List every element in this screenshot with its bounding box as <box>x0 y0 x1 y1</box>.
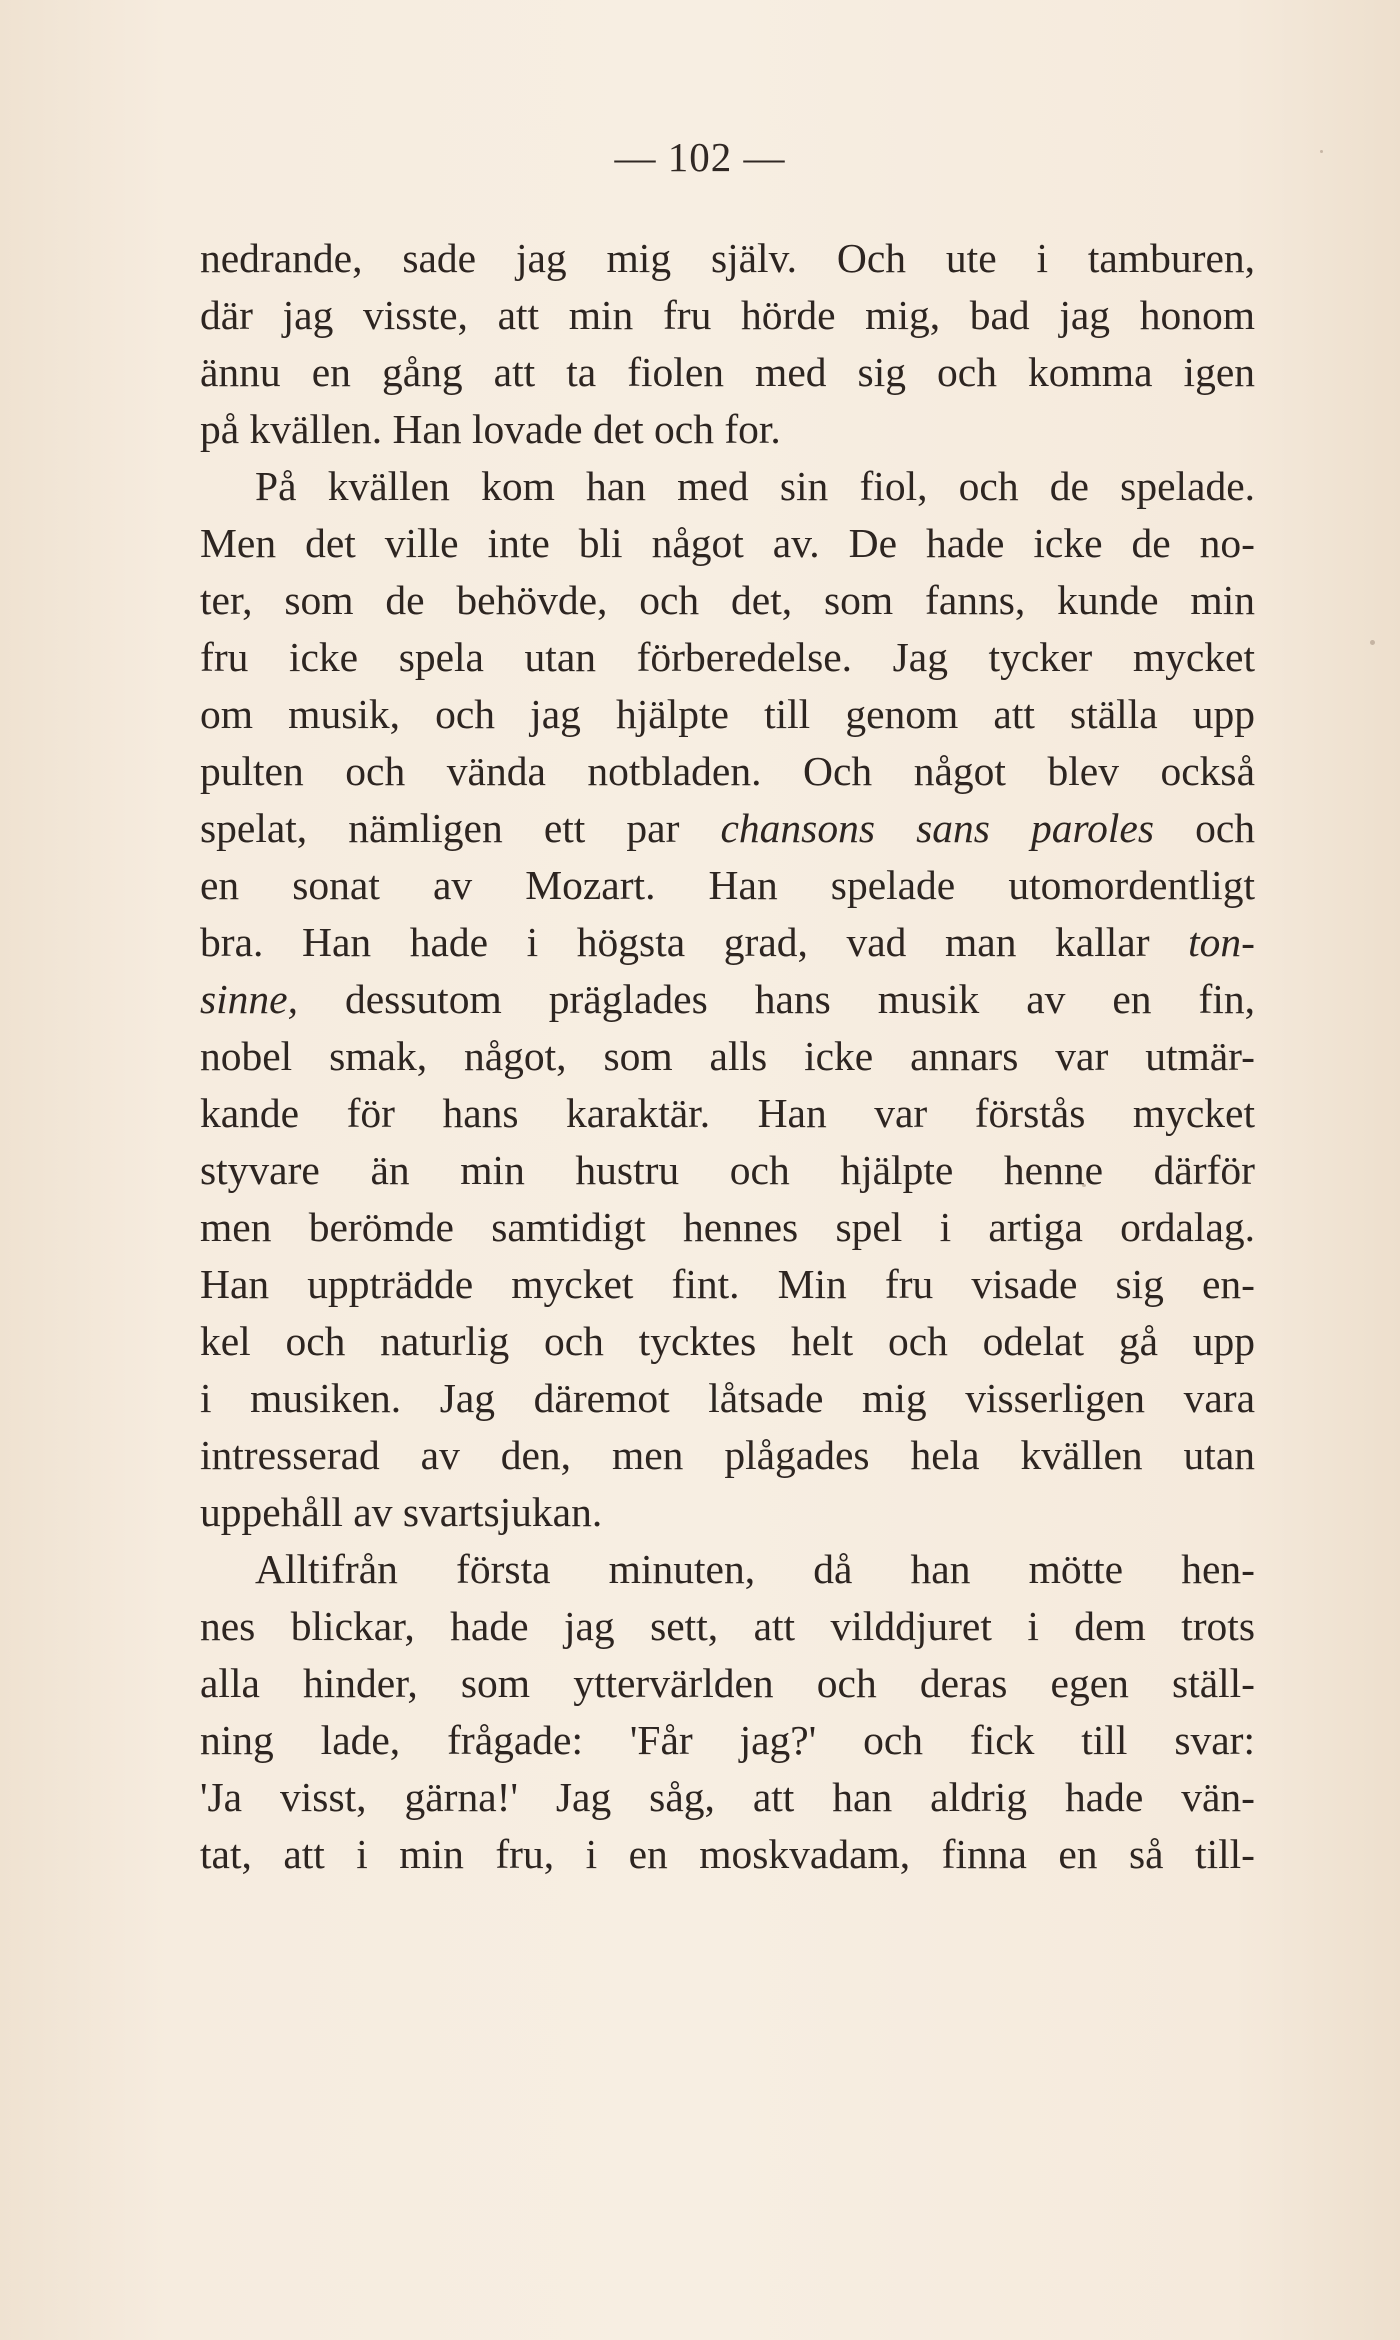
text-segment: nes blickar, hade jag sett, att vilddjuret i dem trots <box>200 1603 1255 1649</box>
text-line <box>200 1484 1255 1541</box>
text-segment: bra. Han hade i högsta grad, vad man kallar <box>200 919 1189 965</box>
text-line <box>200 1370 1255 1427</box>
page-number: — 102 — <box>614 134 786 180</box>
text-line <box>200 401 1255 458</box>
text-segment: På kvällen kom han med sin fiol, och de spelade. <box>255 463 1255 509</box>
text-line <box>200 743 1255 800</box>
text-line <box>200 1427 1255 1484</box>
text-line <box>200 1826 1255 1883</box>
text-line <box>200 344 1255 401</box>
text-segment: nobel smak, något, som alls icke annars var utmär- <box>200 1033 1255 1079</box>
text-segment: om musik, och jag hjälpte till genom att ställa upp <box>200 691 1255 737</box>
text-segment: intresserad av den, men plågades hela kvällen utan <box>200 1432 1255 1478</box>
text-line <box>200 800 1255 857</box>
text-segment: och <box>1153 805 1255 851</box>
text-segment: ning lade, frågade: 'Får jag?' och fick till svar: <box>200 1717 1255 1763</box>
text-segment: ännu en gång att ta fiolen med sig och komma igen <box>200 349 1255 395</box>
text-segment: på kvällen. Han lovade det och for. <box>200 406 781 452</box>
text-line <box>200 1313 1255 1370</box>
text-line <box>200 914 1255 971</box>
text-line <box>200 515 1255 572</box>
text-segment: pulten och vända notbladen. Och något blev också <box>200 748 1255 794</box>
text-segment: 'Ja visst, gärna!' Jag såg, att han aldrig hade vän- <box>200 1774 1255 1820</box>
paper-speck <box>1082 1184 1086 1187</box>
text-line <box>200 572 1255 629</box>
text-segment: styvare än min hustru och hjälpte henne därför <box>200 1147 1255 1193</box>
text-segment: en sonat av Mozart. Han spelade utomordentligt <box>200 862 1255 908</box>
text-line <box>200 1598 1255 1655</box>
italic-text-segment: ton- <box>1188 919 1255 965</box>
text-segment: fru icke spela utan förberedelse. Jag tycker mycket <box>200 634 1255 680</box>
italic-text-segment: sinne, <box>200 976 298 1022</box>
text-segment: dessutom präglades hans musik av en fin, <box>297 976 1255 1022</box>
text-segment: Han uppträdde mycket fint. Min fru visade sig en- <box>200 1261 1255 1307</box>
text-segment: Men det ville inte bli något av. De hade icke de no- <box>200 520 1255 566</box>
body-text <box>200 230 1255 1883</box>
text-line <box>200 971 1255 1028</box>
paper-speck <box>1320 150 1323 153</box>
text-line <box>200 1541 1255 1598</box>
text-segment: ter, som de behövde, och det, som fanns, kunde min <box>200 577 1255 623</box>
text-line <box>200 1769 1255 1826</box>
text-line <box>200 686 1255 743</box>
text-line <box>200 1028 1255 1085</box>
text-segment: tat, att i min fru, i en moskvadam, finna en så till- <box>200 1831 1255 1877</box>
text-line <box>200 857 1255 914</box>
text-line <box>200 1142 1255 1199</box>
text-line <box>200 1712 1255 1769</box>
text-line <box>200 1256 1255 1313</box>
paper-speck <box>1370 640 1375 645</box>
text-segment: alla hinder, som yttervärlden och deras egen ställ- <box>200 1660 1255 1706</box>
text-line <box>200 230 1255 287</box>
text-segment: spelat, nämligen ett par <box>200 805 721 851</box>
text-line <box>200 458 1255 515</box>
text-segment: kel och naturlig och tycktes helt och odelat gå upp <box>200 1318 1255 1364</box>
text-segment: men berömde samtidigt hennes spel i artiga ordalag. <box>200 1204 1255 1250</box>
text-segment: där jag visste, att min fru hörde mig, bad jag honom <box>200 292 1255 338</box>
text-line <box>200 629 1255 686</box>
text-line <box>200 1655 1255 1712</box>
text-segment: kande för hans karaktär. Han var förstås mycket <box>200 1090 1255 1136</box>
text-line <box>200 287 1255 344</box>
italic-text-segment: chansons sans paroles <box>720 805 1154 851</box>
text-segment: uppehåll av svartsjukan. <box>200 1489 603 1535</box>
text-line <box>200 1199 1255 1256</box>
text-line <box>200 1085 1255 1142</box>
text-segment: Alltifrån första minuten, då han mötte hen- <box>255 1546 1255 1592</box>
text-segment: nedrande, sade jag mig själv. Och ute i tamburen, <box>200 235 1255 281</box>
text-segment: i musiken. Jag däremot låtsade mig visserligen vara <box>200 1375 1255 1421</box>
